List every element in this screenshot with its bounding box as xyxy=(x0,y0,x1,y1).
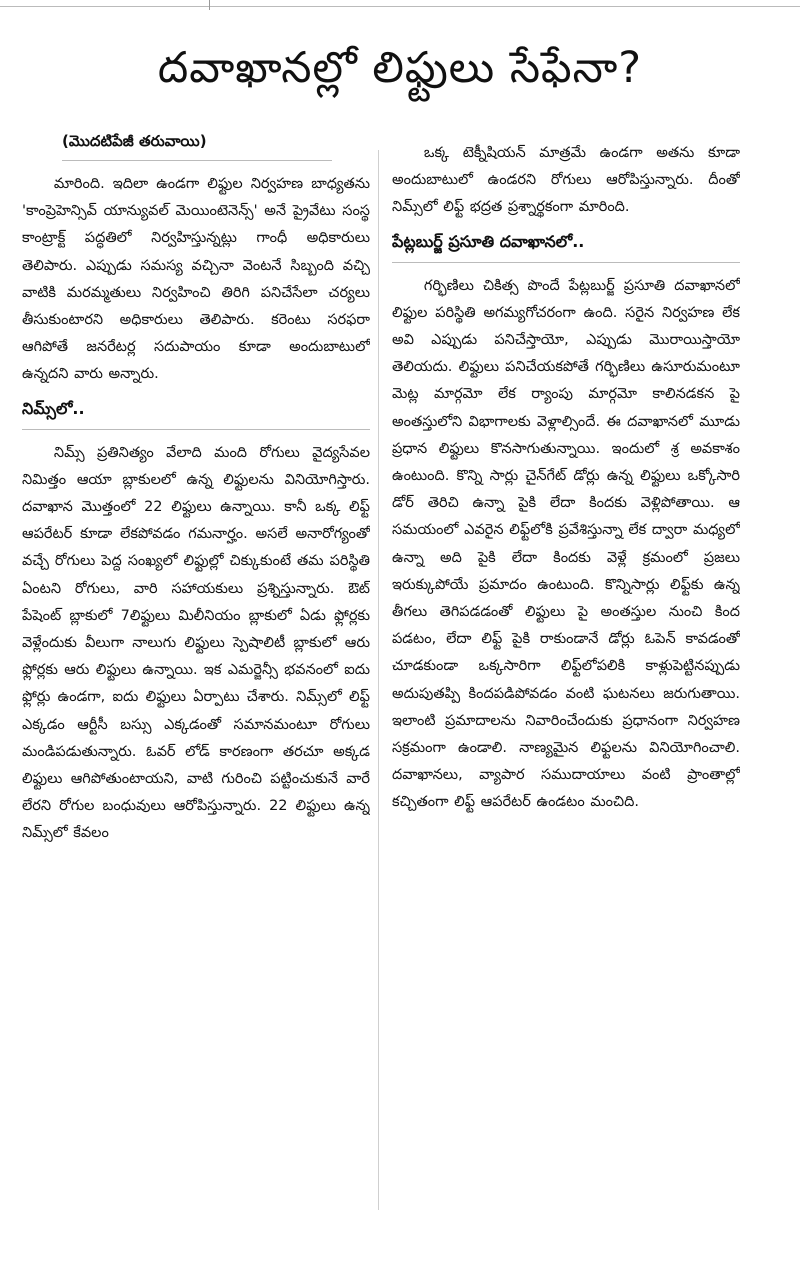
subhead-nims: నిమ్స్‌లో.. xyxy=(22,395,370,430)
article-headline: దవాఖానల్లో లిఫ్టులు సేఫేనా? xyxy=(157,43,643,93)
right-paragraph-2: గర్భిణిలు చికిత్స పొందే పేట్లబుర్జ్ ప్రసూతి దవాఖానలో లిఫ్టుల పరిస్థితి అగమ్యగోచరంగా ఉంది. సరైన నిర్వహణ లేక అవి ఎప్పుడు పనిచేస్తాయో, ఎప్పుడు మొరాయిస్తాయో తెలియదు. లిఫ్టులు పనిచేయకపోతే గర్భిణిలు ఉసూరుమంటూ మెట్ల మార్గమో లేక ర్యాంపు మార్గమో కాలినడకన పై అంతస్తులోని విభాగాలకు వెళ్లాల్సిందే. ఈ దవాఖానలో మూడు ప్రధాన లిఫ్టులు కొనసాగుతున్నాయి. ఇందులో శ్ర అవకాశం ఉంటుంది. కొన్ని సార్లు చైన్‌గేట్ డోర్లు ఉన్న లిఫ్టులు ఒక్కోసారి డోర్ తెరిచి ఉన్నా పైకి లేదా కిందకు వెళ్లిపోతాయి. ఆ సమయంలో ఎవరైన లిఫ్ట్‌లోకి ప్రవేశిస్తున్నా లేక ద్వారా మధ్యలో ఉన్నా అది పైకి లేదా కిందకు వెళ్లే క్రమంలో ప్రజలు ఇరుక్కుపోయే ప్రమాదం ఉంటుంది. కొన్నిసార్లు లిఫ్ట్‌కు ఉన్న తీగలు తెగిపడడంతో లిఫ్టులు పై అంతస్తుల నుంచి కింద పడటం, లేదా లిఫ్ట్ పైకి రాకుండానే డోర్లు ఓపెన్ కావడంతో చూడకుండా ఒక్కసారిగా లిఫ్ట్‌లోపలికి కాళ్లుపెట్టినప్పుడు అదుపుతప్పి కిందపడిపోవడం వంటి ఘటనలు జరుగుతాయి. ఇలాంటి ప్రమాదాలను నివారించేందుకు ప్రధానంగా నిర్వహణ సక్రమంగా ఉండాలి. నాణ్యమైన లిఫ్టలను వినియోగించాలి. దవాఖానలు, వ్యాపార సముదాయాలు వంటి ప్రాంతాల్లో కచ్చితంగా లిఫ్ట్ ఆపరేటర్ ఉండటం మంచిది. xyxy=(392,277,740,811)
right-paragraph-1: ఒక్క టెక్నీషియన్ మాత్రమే ఉండగా అతను కూడా అందుబాటులో ఉండరని రోగులు ఆరోపిస్తున్నారు. దీంతో నిమ్స్‌లో లిఫ్ట్ భద్రత ప్రశ్నార్థకంగా మారింది. xyxy=(392,145,740,216)
left-paragraph-2: నిమ్స్ ప్రతినిత్యం వేలాది మంది రోగులు వైద్యసేవల నిమిత్తం ఆయా బ్లాకులలో ఉన్న లిఫ్టులను వినియోగిస్తారు. దవాఖాన మొత్తంలో 22 లిఫ్టులు ఉన్నాయి. కానీ ఒక్క లిఫ్ట్ ఆపరేటర్ కూడా లేకపోవడం గమనార్హం. అసలే అనారోగ్యంతో వచ్చే రోగులు పెద్ద సంఖ్యలో లిఫ్టుల్లో చిక్కుకుంటే తమ పరిస్థితి ఏంటని రోగులు, వారి సహాయకులు ప్రశ్నిస్తున్నారు. ఔట్ పేషెంట్ బ్లాకులో 7లిఫ్టులు మిలీనియం బ్లాకులో ఏడు ఫ్లోర్లకు వెళ్లేందుకు వీలుగా నాలుగు లిఫ్టులు స్పెషాలిటీ బ్లాకులో ఆరు ఫ్లోర్లకు ఆరు లిఫ్టులు ఉన్నాయి. ఇక ఎమర్జెన్సీ భవనంలో ఐదు ఫ్లోర్లు ఉండగా, ఐదు లిఫ్టులు ఏర్పాటు చేశారు. నిమ్స్‌లో లిఫ్ట్ ఎక్కడం ఆర్టీసీ బస్సు ఎక్కడంతో సమానమంటూ రోగులు మండిపడుతున్నారు. ఓవర్ లోడ్ కారణంగా తరచూ అక్కడ లిఫ్టులు ఆగిపోతుంటాయని, వాటి గురించి పట్టించుకునే వారే లేరని రోగుల బంధువులు ఆరోపిస్తున్నారు. 22 లిఫ్టులు ఉన్న నిమ్స్‌లో కేవలం xyxy=(22,444,370,842)
left-column xyxy=(22,120,370,1220)
right-column xyxy=(392,140,740,1240)
top-tick xyxy=(209,0,210,10)
subhead-petlaburj: పేట్లబుర్జ్ ప్రసూతి దవాఖానలో.. xyxy=(392,228,740,263)
top-rule xyxy=(0,0,800,7)
continuation-note: (మొదటిపేజీ తరువాయి) xyxy=(62,128,332,161)
column-divider xyxy=(378,150,379,1210)
left-paragraph-1: మారింది. ఇదిలా ఉండగా లిఫ్టుల నిర్వహణ బాధ్యతను 'కాంప్రెహెన్సివ్ యాన్యువల్ మెయింటెనెన్స్' అనే ప్రైవేటు సంస్థ కాంట్రాక్ట్ పద్ధతిలో నిర్వహిస్తున్నట్లు గాంధీ అధికారులు తెలిపారు. ఎప్పుడు సమస్య వచ్చినా వెంటనే సిబ్బంది వచ్చి వాటికి మరమ్మతులు నిర్వహించి తిరిగి పనిచేసేలా చర్యలు తీసుకుంటారని అధికారులు తెలిపారు. కరెంటు సరఫరా ఆగిపోతే జనరేటర్ల సదుపాయం కూడా అందుబాటులో ఉన్నదని వారు అన్నారు. xyxy=(22,176,370,383)
